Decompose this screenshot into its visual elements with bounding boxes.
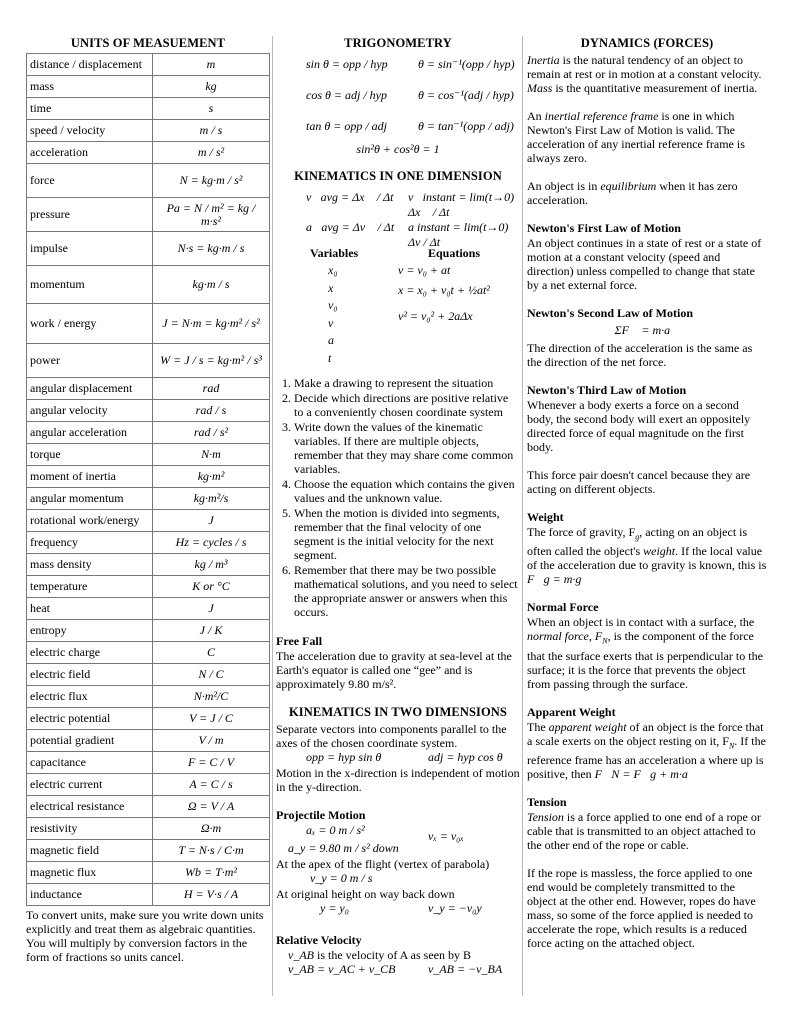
eq-text: when it has zero acceleration.	[527, 179, 738, 207]
units-row	[27, 862, 270, 884]
massless-text: If the rope is massless, the force applied to one end would be completely transmitted to the object at the other end. However, ropes do have mass, so some of the force applied is needed to accelerate the rope, which results is a reduced force acting on the attached object.	[527, 866, 756, 951]
quantity-cell: mass density	[27, 554, 153, 576]
equation-item: v = v₀ + at	[398, 263, 451, 277]
unit-cell: Wb = T·m²	[153, 862, 270, 884]
trig-identity: sin²θ + cos²θ = 1	[356, 142, 440, 156]
weight-mid: , acting on an object is often called the object's	[527, 525, 748, 559]
variable-list	[328, 262, 338, 367]
weight-pre: The force of gravity, F	[527, 525, 636, 539]
unit-cell: J	[153, 598, 270, 620]
app-text: of an object is the force that a scale exerts on the object resting on it, F	[527, 719, 764, 748]
apex-text: At the apex of the flight (vertex of parabola)	[276, 857, 490, 871]
unit-cell: J	[153, 510, 270, 532]
apparent-equation: F⃗N = F⃗g + m·a⃗	[594, 767, 698, 782]
units-note: To convert units, make sure you write down units explicitly and treat them as algebraic quantities. You will multiply by conversion factors in the form of fractions so units cancel.	[26, 908, 264, 964]
quantity-cell: potential gradient	[27, 730, 153, 752]
vx-eq: vₓ = v₀ₓ	[428, 829, 464, 843]
n3-text: Whenever a body exerts a force on a second body, the second body will exert an oppositely directed force of equal magnitude on the first body.	[527, 398, 751, 454]
inertia-term: Inertia	[527, 53, 560, 67]
quantity-cell: resistivity	[27, 818, 153, 840]
unit-cell: T = N·s / C·m	[153, 840, 270, 862]
quantity-cell: acceleration	[27, 142, 153, 164]
variable-item: t	[328, 350, 332, 365]
unit-cell: Pa = N / m² = kg / m·s²	[153, 198, 270, 232]
quantity-cell: temperature	[27, 576, 153, 598]
apparent-para	[527, 720, 767, 781]
mass-term: Mass	[527, 81, 553, 95]
ainst-def: a instant = lim(t→0) Δv / Δt	[408, 220, 509, 249]
quantity-cell: torque	[27, 444, 153, 466]
unit-cell: kg	[153, 76, 270, 98]
quantity-cell: angular acceleration	[27, 422, 153, 444]
quantity-cell: impulse	[27, 232, 153, 266]
quantity-cell: angular displacement	[27, 378, 153, 400]
irf-text: is one in which Newton's First Law of Motion is valid. The acceleration of any inertial reference frame is always zero.	[527, 109, 745, 165]
units-row	[27, 598, 270, 620]
units-row	[27, 54, 270, 76]
weight-text: . If the local value of the acceleration due to gravity is known, this is	[527, 544, 767, 573]
relvel-eq1: v_AB = v_AC + v_CB	[288, 962, 396, 976]
units-row	[27, 510, 270, 532]
kin1-definitions	[276, 186, 520, 249]
units-row	[27, 620, 270, 642]
weight-para	[527, 525, 767, 586]
units-row	[27, 708, 270, 730]
force-pair-text: This force pair doesn't cancel because they are acting on different objects.	[527, 468, 751, 496]
tension-para	[527, 810, 767, 852]
step-item: 1. Make a drawing to represent the situation	[294, 376, 520, 390]
tension-text: is a force applied to one end of a rope or cable that is transmitted to an object attached to the other end of the rope or cable.	[527, 810, 761, 853]
units-row	[27, 232, 270, 266]
kin2-text2: Motion in the x-direction is independent of motion in the y-direction.	[276, 766, 520, 794]
app-pre: The	[527, 719, 549, 734]
quantity-cell: time	[27, 98, 153, 120]
orig-height-text: At original height on way back down	[276, 887, 455, 901]
inertia-text: is the natural tendency of an object to remain at rest or in motion at a constant velocity.	[527, 53, 762, 81]
kin2-title: KINEMATICS IN TWO DIMENSIONS	[288, 705, 507, 719]
units-table	[26, 53, 270, 906]
trig-equations	[276, 53, 520, 157]
unit-cell: kg / m³	[153, 554, 270, 576]
unit-cell: m / s	[153, 120, 270, 142]
normal-term: normal force	[527, 629, 589, 644]
weight-sub: g	[635, 532, 640, 542]
quantity-cell: mass	[27, 76, 153, 98]
trig-title: TRIGONOMETRY	[344, 36, 452, 50]
unit-cell: m	[153, 54, 270, 76]
unit-cell: rad / s	[153, 400, 270, 422]
units-row	[27, 76, 270, 98]
asin-def: θ = sin⁻¹(opp / hyp)	[418, 57, 515, 71]
freefall-text: The acceleration due to gravity at sea-level at the Earth's equator is called one “gee” and is approximately 9.80 m/s².	[276, 649, 512, 691]
units-row	[27, 818, 270, 840]
unit-cell: rad / s²	[153, 422, 270, 444]
quantity-cell: pressure	[27, 198, 153, 232]
kin1-title: KINEMATICS IN ONE DIMENSION	[294, 169, 502, 183]
units-row	[27, 466, 270, 488]
units-row	[27, 400, 270, 422]
unit-cell: F = C / V	[153, 752, 270, 774]
unit-cell: H = V·s / A	[153, 884, 270, 906]
unit-cell: V / m	[153, 730, 270, 752]
quantity-cell: electric flux	[27, 686, 153, 708]
unit-cell: Hz = cycles / s	[153, 532, 270, 554]
quantity-cell: electric current	[27, 774, 153, 796]
quantity-cell: electrical resistance	[27, 796, 153, 818]
quantity-cell: force	[27, 164, 153, 198]
normal-para	[527, 615, 767, 690]
units-row	[27, 164, 270, 198]
vab-text: is the velocity of A as seen by B	[314, 948, 471, 962]
unit-cell: Ω = V / A	[153, 796, 270, 818]
unit-cell: kg·m / s	[153, 266, 270, 304]
units-row	[27, 98, 270, 120]
kin1-variables-equations	[276, 246, 520, 376]
units-row	[27, 120, 270, 142]
equation-item: x = x₀ + v₀t + ½at²	[398, 283, 490, 297]
unit-cell: K or °C	[153, 576, 270, 598]
quantity-cell: work / energy	[27, 304, 153, 344]
quantity-cell: rotational work/energy	[27, 510, 153, 532]
opp-eq: opp = hyp sin θ	[306, 750, 382, 764]
y-eq: y = y₀	[320, 901, 349, 915]
acos-def: θ = cos⁻¹(adj / hyp)	[418, 88, 514, 102]
unit-cell: kg·m²	[153, 466, 270, 488]
unit-cell: N·m²/C	[153, 686, 270, 708]
variable-item: x₀	[328, 263, 338, 277]
variable-item: x	[328, 280, 334, 295]
units-row	[27, 422, 270, 444]
vy0-eq: v_y = 0 m / s	[310, 871, 373, 885]
freefall-title: Free Fall	[276, 634, 323, 648]
aavg-def: a⃗avg = Δv⃗ / Δt	[306, 220, 395, 234]
units-row	[27, 796, 270, 818]
normal-sym: , F	[588, 629, 603, 644]
n1-title: Newton's First Law of Motion	[527, 221, 681, 235]
weight-equation: F⃗g = m·g⃗	[527, 572, 591, 587]
quantity-cell: magnetic field	[27, 840, 153, 862]
step-item: 4. Choose the equation which contains the given values and the unknown value.	[294, 477, 520, 505]
units-row	[27, 884, 270, 906]
units-row	[27, 142, 270, 164]
vab-symbol: v_AB	[288, 948, 314, 962]
step-item: 5. When the motion is divided into segments, remember that the final velocity of one segment is the initial velocity for the next segment.	[294, 506, 520, 562]
units-row	[27, 266, 270, 304]
relvel-eq2: v_AB = −v_BA	[428, 962, 503, 976]
n2-title: Newton's Second Law of Motion	[527, 306, 694, 320]
unit-cell: N·m	[153, 444, 270, 466]
app-sub: N	[728, 741, 735, 751]
units-row	[27, 378, 270, 400]
unit-cell: A = C / s	[153, 774, 270, 796]
weight-title: Weight	[527, 510, 564, 524]
units-column	[26, 36, 270, 976]
units-row	[27, 642, 270, 664]
quantity-cell: frequency	[27, 532, 153, 554]
variables-header: Variables	[310, 246, 359, 260]
irf-pre: An	[527, 109, 545, 123]
quantity-cell: inductance	[27, 884, 153, 906]
unit-cell: N·s = kg·m / s	[153, 232, 270, 266]
units-row	[27, 686, 270, 708]
quantity-cell: electric potential	[27, 708, 153, 730]
units-title: UNITS OF MEASUEMENT	[70, 36, 226, 50]
sin-def: sin θ = opp / hyp	[306, 57, 388, 71]
n2-equation: ΣF⃗ = m·a⃗	[614, 323, 680, 337]
unit-cell: N = kg·m / s²	[153, 164, 270, 198]
relvel-title: Relative Velocity	[276, 933, 362, 947]
unit-cell: rad	[153, 378, 270, 400]
middle-column	[276, 36, 520, 978]
quantity-cell: entropy	[27, 620, 153, 642]
units-row	[27, 840, 270, 862]
n1-text: An object continues in a state of rest or a state of motion at a constant velocity (speed and direction) unless compelled to change that state by a net external force.	[527, 236, 762, 292]
irf-para	[527, 109, 767, 165]
equation-item: v² = v₀² + 2aΔx	[398, 309, 473, 323]
cos-def: cos θ = adj / hyp	[306, 88, 387, 102]
mass-text: is the quantitative measurement of inertia.	[552, 81, 758, 95]
step-item: 6. Remember that there may be two possible mathematical solutions, and you need to select the appropriate answer or answers when this occurs.	[294, 563, 520, 619]
ay-eq: a_y = 9.80 m / s² down	[288, 841, 399, 855]
inertia-para	[527, 53, 767, 95]
unit-cell: N / C	[153, 664, 270, 686]
units-row	[27, 774, 270, 796]
n2-text: The direction of the acceleration is the same as the direction of the net force.	[527, 341, 753, 369]
equilibrium-para	[527, 179, 767, 207]
tension-title: Tension	[527, 795, 567, 810]
units-row	[27, 664, 270, 686]
units-row	[27, 198, 270, 232]
equations-header: Equations	[428, 246, 481, 260]
unit-cell: kg·m²/s	[153, 488, 270, 510]
dyn-title: DYNAMICS (FORCES)	[580, 36, 714, 50]
units-row	[27, 304, 270, 344]
kin2-text1: Separate vectors into components parallel to the axes of the chosen coordinate system.	[276, 722, 507, 750]
variable-item: v	[328, 315, 334, 330]
adj-eq: adj = hyp cos θ	[428, 750, 503, 764]
quantity-cell: speed / velocity	[27, 120, 153, 142]
quantity-cell: angular momentum	[27, 488, 153, 510]
units-row	[27, 444, 270, 466]
dynamics-column	[527, 36, 767, 950]
quantity-cell: momentum	[27, 266, 153, 304]
quantity-cell: distance / displacement	[27, 54, 153, 76]
units-row	[27, 344, 270, 378]
step-item: 3. Write down the values of the kinematic variables. If there are multiple objects, remember that they may share come common variables.	[294, 420, 520, 476]
unit-cell: Ω·m	[153, 818, 270, 840]
quantity-cell: magnetic flux	[27, 862, 153, 884]
unit-cell: s	[153, 98, 270, 120]
unit-cell: V = J / C	[153, 708, 270, 730]
vy-eq: v_y = −v₀y	[428, 901, 482, 915]
irf-term: inertial reference frame	[544, 109, 659, 123]
normal-text: , is the component of the force that the surface exerts that is perpendicular to the surface; it is the force that prevents the object from passing through the surface.	[527, 629, 763, 691]
unit-cell: C	[153, 642, 270, 664]
vinst-def: v⃗instant = lim(t→0) Δx⃗ / Δt	[408, 190, 515, 219]
units-row	[27, 532, 270, 554]
variable-item: v₀	[328, 298, 338, 312]
unit-cell: J = N·m = kg·m² / s²	[153, 304, 270, 344]
unit-cell: J / K	[153, 620, 270, 642]
kin1-steps	[276, 376, 520, 619]
normal-sub: N	[602, 636, 608, 646]
variable-item: a	[328, 333, 334, 347]
apparent-title: Apparent Weight	[527, 704, 616, 719]
units-row	[27, 488, 270, 510]
quantity-cell: power	[27, 344, 153, 378]
quantity-cell: heat	[27, 598, 153, 620]
quantity-cell: capacitance	[27, 752, 153, 774]
normal-pre: When an object is in contact with a surface, the	[527, 615, 755, 630]
quantity-cell: electric charge	[27, 642, 153, 664]
projectile-title: Projectile Motion	[276, 808, 366, 822]
quantity-cell: electric field	[27, 664, 153, 686]
weight-term: weight	[643, 544, 676, 559]
app-text2: . If the reference frame has an acceleration a where up is positive, then	[527, 733, 766, 782]
units-row	[27, 730, 270, 752]
step-item: 2. Decide which directions are positive relative to a conveniently chosen coordinate system	[294, 391, 520, 419]
unit-cell: W = J / s = kg·m² / s³	[153, 344, 270, 378]
column-divider-1	[272, 36, 273, 996]
normal-title: Normal Force	[527, 600, 599, 615]
tension-term: Tension	[527, 810, 564, 825]
eq-pre: An object is in	[527, 179, 601, 193]
column-divider-2	[522, 36, 523, 996]
units-row	[27, 554, 270, 576]
units-row	[27, 752, 270, 774]
vavg-def: v⃗avg = Δx⃗ / Δt	[306, 190, 394, 204]
units-row	[27, 576, 270, 598]
eq-term: equilibrium	[600, 179, 657, 193]
n3-title: Newton's Third Law of Motion	[527, 383, 687, 397]
quantity-cell: angular velocity	[27, 400, 153, 422]
tan-def: tan θ = opp / adj	[306, 119, 387, 133]
app-term: apparent weight	[548, 719, 627, 734]
quantity-cell: moment of inertia	[27, 466, 153, 488]
unit-cell: m / s²	[153, 142, 270, 164]
equation-list	[398, 262, 490, 328]
ax-eq: aₓ = 0 m / s²	[306, 823, 365, 837]
atan-def: θ = tan⁻¹(opp / adj)	[418, 119, 514, 133]
